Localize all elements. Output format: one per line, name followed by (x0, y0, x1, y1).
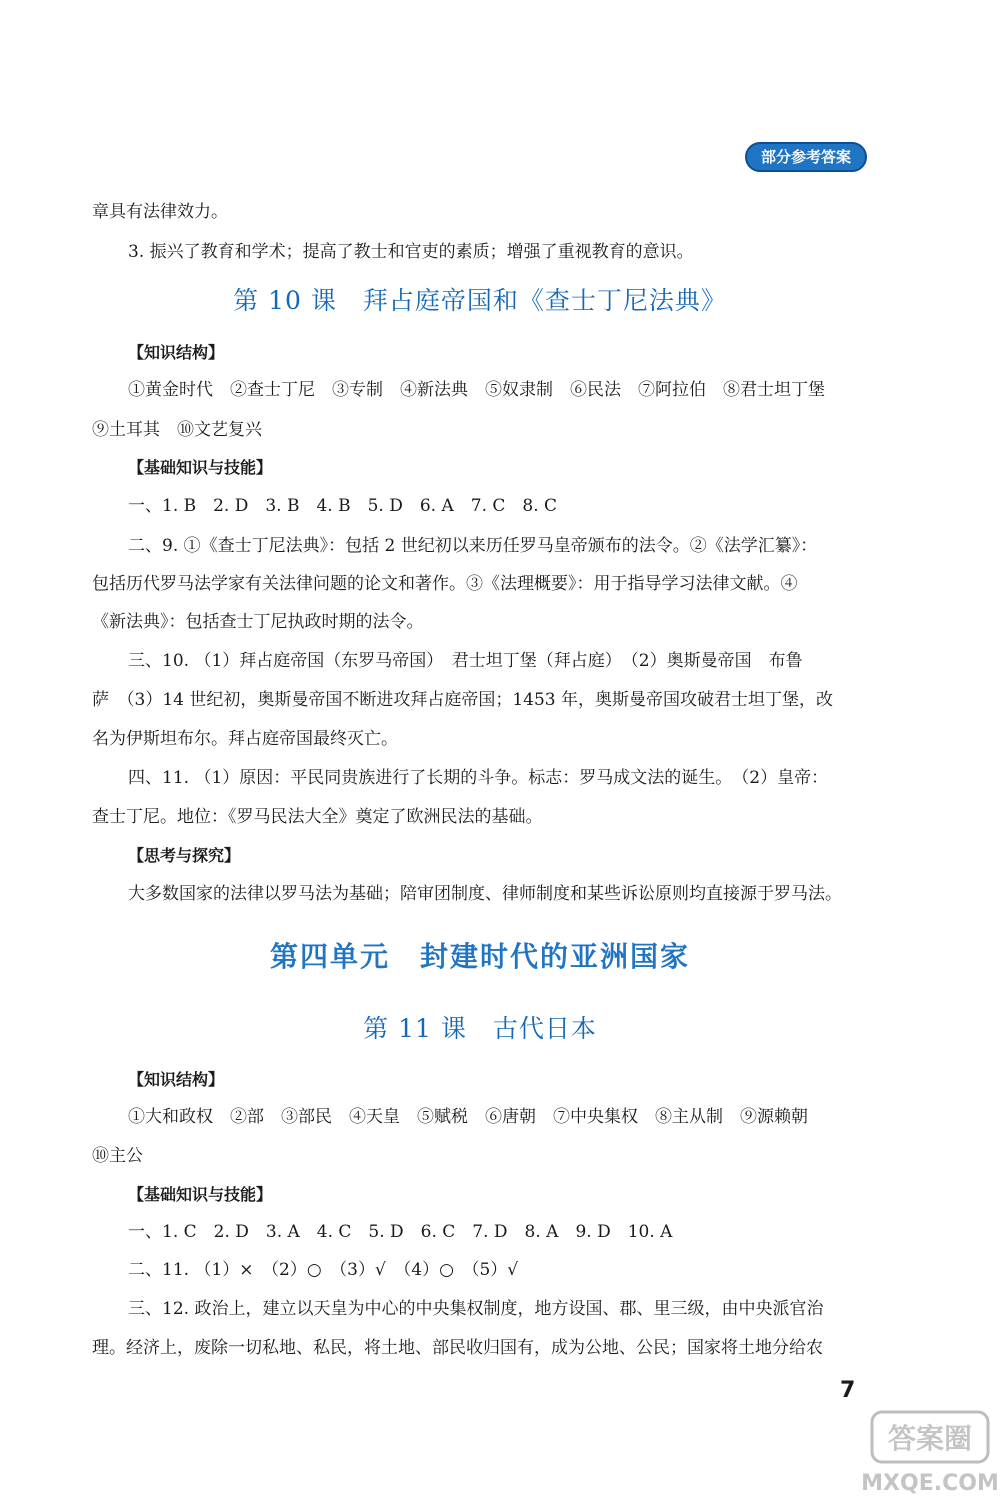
watermark-logo (861, 1408, 999, 1498)
svg-text:答案圈: 答案圈 (887, 1422, 973, 1455)
section-heading-basics: 【基础知识与技能】 (128, 458, 273, 477)
text-line: 《新法典》：包括查士丁尼执政时期的法令。 (92, 612, 424, 632)
section-heading-knowledge: 【知识结构】 (128, 1070, 225, 1089)
section-heading-knowledge: 【知识结构】 (128, 343, 225, 362)
text-line: 二、11. （1）× （2）○ （3）√ （4）○ （5）√ (128, 1260, 519, 1280)
text-line: ①大和政权 ②部 ③部民 ④天皇 ⑤赋税 ⑥唐朝 ⑦中央集权 ⑧主从制 ⑨源赖朝 (128, 1107, 808, 1127)
text-line: ①黄金时代 ②查士丁尼 ③专制 ④新法典 ⑤奴隶制 ⑥民法 ⑦阿拉伯 ⑧君士坦丁堡 (128, 380, 825, 400)
text-line: 三、12. 政治上，建立以天皇为中心的中央集权制度，地方设国、郡、里三级，由中央派官治 (128, 1299, 824, 1319)
text-line: 包括历代罗马法学家有关法律问题的论文和著作。③《法理概要》：用于指导学习法律文献。④ (92, 574, 798, 594)
section-heading-think: 【思考与探究】 (128, 846, 241, 865)
svg-text:MXQE.COM: MXQE.COM (861, 1471, 999, 1496)
lesson-10-title: 第 10 课 拜占庭帝国和《查士丁尼法典》 (233, 286, 727, 315)
text-line: 3. 振兴了教育和学术；提高了教士和官吏的素质；增强了重视教育的意识。 (128, 242, 694, 262)
unit-4-title: 第四单元 封建时代的亚洲国家 (269, 940, 690, 973)
text-line: 二、9. ①《查士丁尼法典》：包括 2 世纪初以来历任罗马皇帝颁布的法令。②《法学汇纂》： (128, 536, 818, 556)
page-number: 7 (840, 1378, 856, 1403)
text-line: 名为伊斯坦布尔。拜占庭帝国最终灭亡。 (92, 729, 398, 749)
text-line: 查士丁尼。地位：《罗马民法大全》奠定了欧洲民法的基础。 (92, 807, 543, 827)
lesson-11-title: 第 11 课 古代日本 (363, 1014, 597, 1043)
text-line: 四、11. （1）原因：平民同贵族进行了长期的斗争。标志：罗马成文法的诞生。 （2）皇帝： (128, 768, 829, 788)
text-line: ⑨土耳其 ⑩文艺复兴 (92, 420, 262, 440)
text-line: ⑩主公 (92, 1146, 143, 1166)
text-line: 一、1. B 2. D 3. B 4. B 5. D 6. A 7. C 8. C (128, 496, 558, 516)
text-line: 章具有法律效力。 (92, 202, 228, 222)
section-heading-basics: 【基础知识与技能】 (128, 1185, 273, 1204)
text-line: 理。经济上，废除一切私地、私民，将土地、部民收归国有，成为公地、公民；国家将土地分给农 (92, 1338, 823, 1358)
text-line: 一、1. C 2. D 3. A 4. C 5. D 6. C 7. D 8. A 9. D 10. A (128, 1222, 673, 1242)
answer-section-badge: 部分参考答案 (745, 142, 867, 172)
text-line: 萨 （3）14 世纪初，奥斯曼帝国不断进攻拜占庭帝国；1453 年，奥斯曼帝国攻破君士坦丁堡，改 (92, 690, 834, 710)
text-line: 三、10. （1）拜占庭帝国（东罗马帝国） 君士坦丁堡（拜占庭） （2）奥斯曼帝国 布鲁 (128, 651, 803, 671)
text-line: 大多数国家的法律以罗马法为基础；陪审团制度、律师制度和某些诉讼原则均直接源于罗马法。 (128, 884, 842, 904)
